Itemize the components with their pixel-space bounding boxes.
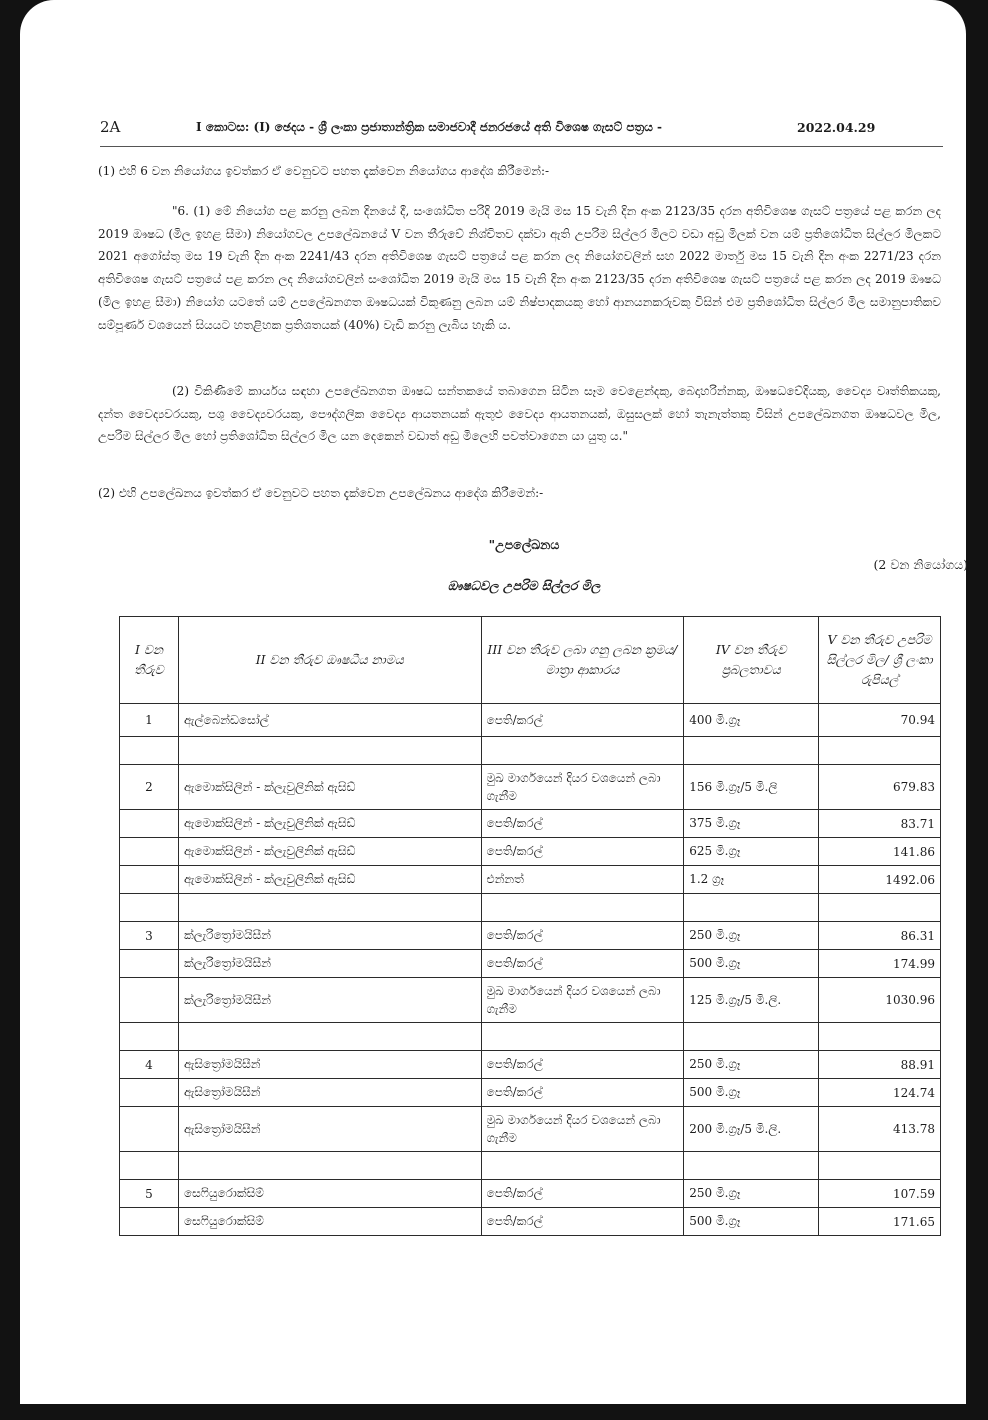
strength: 200 මි.ග්‍රෑ/5 මි.ලි. <box>684 1107 819 1152</box>
max-retail-price: 124.74 <box>819 1079 941 1107</box>
drug-name: ඇසිත්‍රෝමයිසීන් <box>178 1107 481 1152</box>
dosage-form: පෙති/කරල් <box>481 950 684 978</box>
schedule-title: "උපලේඛනය <box>488 537 560 552</box>
column-header-5: V වන තීරුව උපරිම සිල්ලර මිල/ ශ්‍රී ලංකා රුපියල් <box>819 617 941 704</box>
drug-name: ඇසිත්‍රෝමයිසීන් <box>178 1051 481 1079</box>
strength <box>684 894 819 922</box>
max-retail-price <box>819 894 941 922</box>
strength: 250 මි.ග්‍රෑ <box>684 922 819 950</box>
table-row <box>120 838 941 866</box>
item-number <box>120 950 179 978</box>
item-number: 3 <box>120 922 179 950</box>
dosage-form: එන්නත් <box>481 866 684 894</box>
max-retail-price: 1030.96 <box>819 978 941 1023</box>
drug-name <box>178 737 481 765</box>
table-spacer-row <box>120 894 941 922</box>
drug-name <box>178 1023 481 1051</box>
item-number <box>120 1023 179 1051</box>
column-header-4: IV වන තීරුව ප්‍රබලතාවය <box>684 617 819 704</box>
header-rule <box>100 146 943 147</box>
item-number <box>120 810 179 838</box>
drug-name: ඇමොක්සිලින් - ක්ලැවුලිනික් ඇසිඩ් <box>178 810 481 838</box>
gazette-page <box>20 0 966 1404</box>
drug-name: ඇමොක්සිලින් - ක්ලැවුලිනික් ඇසිඩ් <box>178 765 481 810</box>
table-row <box>120 765 941 810</box>
table-spacer-row <box>120 1023 941 1051</box>
max-retail-price <box>819 1152 941 1180</box>
item-number <box>120 1152 179 1180</box>
dosage-form: පෙති/කරල් <box>481 1051 684 1079</box>
max-retail-price: 83.71 <box>819 810 941 838</box>
strength <box>684 1023 819 1051</box>
max-retail-price: 107.59 <box>819 1180 941 1208</box>
item-number <box>120 838 179 866</box>
item-number <box>120 978 179 1023</box>
drug-name: ක්ලැරිත්‍රෝමයිසීන් <box>178 978 481 1023</box>
page-number: 2A <box>100 118 121 136</box>
dosage-form <box>481 894 684 922</box>
dosage-form <box>481 1152 684 1180</box>
drug-name: ඇසිත්‍රෝමයිසීන් <box>178 1079 481 1107</box>
strength: 250 මි.ග්‍රෑ <box>684 1180 819 1208</box>
item-number: 5 <box>120 1180 179 1208</box>
max-retail-price <box>819 737 941 765</box>
column-header-3: III වන තීරුව ලබා ගනු ලබන ක්‍රමය/මාත්‍රා ආකාරය <box>481 617 684 704</box>
paragraph-regulation-6-2: (2) විකිණීමේ කාර්යය සඳහා උපලේඛනගත ඖෂධ සන්තකයේ තබාගෙන සිටින සෑම වෙළෙන්දකු, බෙදාහරින්නකු, ඖෂධවේදියකු, වෛද්‍ය වෘත්තිකයකු, දන්ත වෛද්‍යවරයකු, පශු වෛද්‍යවරයකු, පෞද්ගලික වෛද්‍ය ආයතනයක් ඇතුළු වෛද්‍ය ආයතනයක්, ඔසුසලක් හෝ තැනැත්තකු විසින් උපලේඛනගත ඖෂධවල මිල, උපරිම සිල්ලර මිල හෝ ප්‍රතිශෝධිත සිල්ලර මිල යන දෙකෙන් වඩාත් අඩු මිලෙහි පවත්වාගෙන යා යුතු ය." <box>98 384 941 444</box>
max-retail-price: 88.91 <box>819 1051 941 1079</box>
table-row <box>120 950 941 978</box>
strength <box>684 737 819 765</box>
max-retail-price: 679.83 <box>819 765 941 810</box>
strength: 1.2 ග්‍රෑ <box>684 866 819 894</box>
column-header-1: I වන තීරුව <box>120 617 179 704</box>
table-spacer-row <box>120 737 941 765</box>
strength: 500 මි.ග්‍රෑ <box>684 1079 819 1107</box>
drug-name <box>178 894 481 922</box>
max-retail-price <box>819 1023 941 1051</box>
item-number <box>120 1107 179 1152</box>
strength: 500 මි.ග්‍රෑ <box>684 1208 819 1236</box>
strength <box>684 1152 819 1180</box>
dosage-form: පෙති/කරල් <box>481 1208 684 1236</box>
dosage-form: පෙති/කරල් <box>481 810 684 838</box>
table-row <box>120 978 941 1023</box>
strength: 400 මි.ග්‍රෑ <box>684 704 819 737</box>
dosage-form: පෙති/කරල් <box>481 704 684 737</box>
paragraph-amend-schedule: (2) එහි උපලේඛනය ඉවත්කර ඒ වෙනුවට පහත දැක්වෙන උපලේඛනය ආදේශ කිරීමෙන්:- <box>98 486 544 500</box>
drug-name: ඇමොක්සිලින් - ක්ලැවුලිනික් ඇසිඩ් <box>178 838 481 866</box>
paragraph-regulation-6-1: "6. (1) මේ නියෝග පළ කරනු ලබන දිනයේ දී, සංශෝධිත පරිදි 2019 මැයි මස 15 වැනි දින අංක 2123/35 දරන අතිවිශෙෂ ගැසට් පත්‍රයේ පළ කරන ලද 2019 ඖෂධ (මිල ඉහළ සීමා) නියෝගවල උපලේඛනයේ V වන තීරුවේ නිශ්චිතව දක්වා ඇති උපරිම සිල්ලර මිලට වඩා අඩු මිලක් වන යම් ප්‍රතිශෝධිත සිල්ලර මිලකට 2021 අගෝස්තු මස 19 වැනි දින අංක 2241/43 දරන අතිවිශෙෂ ගැසට් පත්‍රයේ පළ කරන ලද නියෝගවලින් සහ 2022 මාර්තු මස 15 වැනි දින අංක 2271/23 දරන අතිවිශෙෂ ගැසට් පත්‍රයේ පළ කරන ලද නියෝගවලින් සංශෝධිත 2019 මැයි මස 15 වැනි දින අංක 2123/35 දරන අතිවිශෙෂ ගැසට් පත්‍රයේ පළ කරන ලද 2019 ඖෂධ (මිල ඉහළ සීමා) නියෝග යටතේ යම් උපලේඛනගත ඖෂධයක් විකුණනු ලබන යම් නිෂ්පාදකයකු හෝ ආනයනකරුවකු විසින් එම ප්‍රතිශෝධිත සිල්ලර මිල සමානුපාතිකව සම්පූර්ණ වශයෙන් සියයට හතළිහක ප්‍රතිශතයක් (40%) වැඩි කරනු ලැබිය හැකි ය. <box>98 204 941 332</box>
item-number: 2 <box>120 765 179 810</box>
column-header-2: II වන තීරුව ඖෂධීය නාමය <box>178 617 481 704</box>
table-row <box>120 1107 941 1152</box>
price-table <box>119 616 941 1236</box>
dosage-form: පෙති/කරල් <box>481 922 684 950</box>
dosage-form: පෙති/කරල් <box>481 1079 684 1107</box>
drug-name: ක්ලැරිත්‍රෝමයිසීන් <box>178 950 481 978</box>
regulation-reference: (2 වන නියෝගය) <box>873 557 968 572</box>
dosage-form: මුඛ මාර්ගයෙන් දියර වශයෙන් ලබා ගැනීම <box>481 978 684 1023</box>
dosage-form <box>481 1023 684 1051</box>
dosage-form: මුඛ මාර්ගයෙන් දියර වශයෙන් ලබා ගැනීම <box>481 1107 684 1152</box>
strength: 125 මි.ග්‍රෑ/5 මි.ලි. <box>684 978 819 1023</box>
drug-name: ක්ලැරිත්‍රෝමයිසීන් <box>178 922 481 950</box>
table-row <box>120 922 941 950</box>
max-retail-price: 174.99 <box>819 950 941 978</box>
max-retail-price: 171.65 <box>819 1208 941 1236</box>
table-row <box>120 866 941 894</box>
table-row <box>120 1079 941 1107</box>
strength: 156 මි.ග්‍රෑ/5 මි.ලි <box>684 765 819 810</box>
paragraph-amend-regulation: (1) එහි 6 වන නියෝගය ඉවත්කර ඒ වෙනුවට පහත දැක්වෙන නියෝගය ආදේශ කිරීමෙන්:- <box>98 164 550 178</box>
item-number: 4 <box>120 1051 179 1079</box>
drug-name: සෙෆියුරොක්සිම් <box>178 1180 481 1208</box>
dosage-form <box>481 737 684 765</box>
max-retail-price: 70.94 <box>819 704 941 737</box>
gazette-title: I කොටස: (I) ඡෙදය - ශ්‍රී ලංකා ප්‍රජාතාන්ත්‍රික සමාජවාදී ජනරජයේ අති විශෙෂ ගැසට් පත්‍රය - <box>196 120 663 134</box>
drug-name: සෙෆියුරොක්සිම් <box>178 1208 481 1236</box>
table-body <box>120 704 941 1236</box>
dosage-form: මුඛ මාර්ගයෙන් දියර වශයෙන් ලබා ගැනීම <box>481 765 684 810</box>
max-retail-price: 86.31 <box>819 922 941 950</box>
table-row <box>120 1051 941 1079</box>
price-table-title: ඖෂධවල උපරිම සිල්ලර මිල <box>447 578 601 593</box>
table-row <box>120 810 941 838</box>
strength: 625 මි.ග්‍රෑ <box>684 838 819 866</box>
strength: 375 මි.ග්‍රෑ <box>684 810 819 838</box>
max-retail-price: 413.78 <box>819 1107 941 1152</box>
item-number <box>120 866 179 894</box>
item-number <box>120 1079 179 1107</box>
table-spacer-row <box>120 1152 941 1180</box>
item-number <box>120 894 179 922</box>
dosage-form: පෙති/කරල් <box>481 1180 684 1208</box>
item-number <box>120 737 179 765</box>
drug-name: ඇමොක්සිලින් - ක්ලැවුලිනික් ඇසිඩ් <box>178 866 481 894</box>
max-retail-price: 141.86 <box>819 838 941 866</box>
table-row <box>120 1180 941 1208</box>
drug-name <box>178 1152 481 1180</box>
item-number <box>120 1208 179 1236</box>
max-retail-price: 1492.06 <box>819 866 941 894</box>
table-row <box>120 704 941 737</box>
strength: 250 මි.ග්‍රෑ <box>684 1051 819 1079</box>
table-row <box>120 1208 941 1236</box>
item-number: 1 <box>120 704 179 737</box>
gazette-date: 2022.04.29 <box>797 120 876 135</box>
table-header-row <box>120 617 941 704</box>
strength: 500 මි.ග්‍රෑ <box>684 950 819 978</box>
dosage-form: පෙති/කරල් <box>481 838 684 866</box>
drug-name: ඇල්බෙන්ඩසෝල් <box>178 704 481 737</box>
